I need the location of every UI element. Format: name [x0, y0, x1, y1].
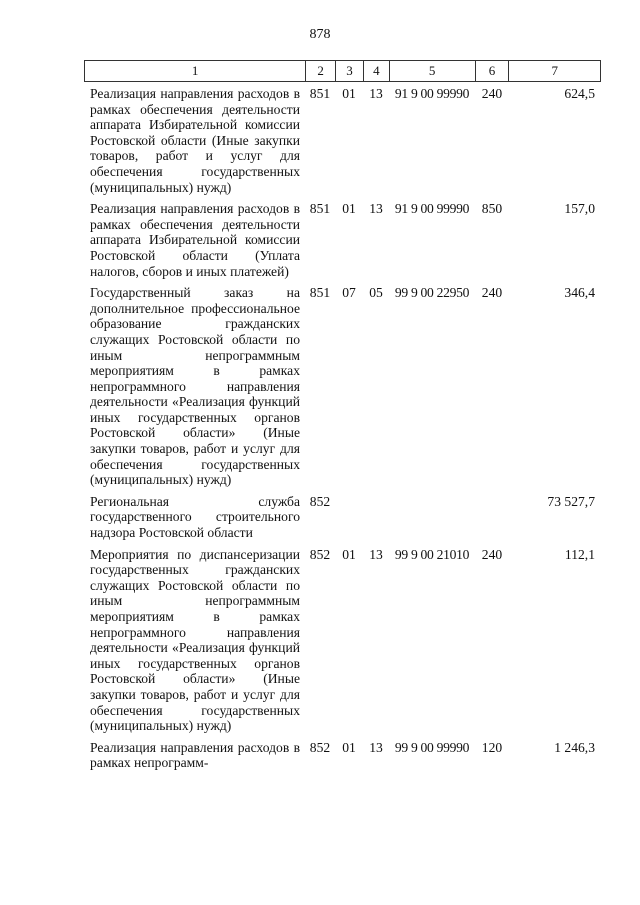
header-col-3: 3: [335, 61, 363, 81]
row-description: Мероприятия по диспансеризации государственных гражданских служащих Ростовской области по иным непрограммным мероприятиям в рамках непрограммного направления деятельности «Реализация функций иных государственных органов Ростовской области» (Иные закупки товаров, работ и услуг для обеспечения государственных (муниципальных) нужд): [90, 546, 300, 734]
row-description: Реализация направления расходов в рамках непрограмм-: [90, 739, 300, 771]
row-description: Региональная служба государственного строительного надзора Ростовской области: [90, 493, 300, 541]
row-section: [335, 494, 363, 541]
header-col-5: 5: [389, 61, 475, 81]
row-target-article: 99 9 00 22950: [394, 285, 470, 301]
row-expense-type: 240: [481, 86, 503, 101]
row-section: 01: [342, 201, 356, 217]
row-target-article: 99 9 00 21010: [394, 546, 470, 562]
table-row: [84, 86, 601, 195]
row-subsection: 13: [369, 86, 383, 101]
table-row: [84, 201, 601, 279]
row-ministry-code: 852: [309, 739, 331, 755]
row-subsection: 05: [369, 285, 383, 301]
budget-table: [84, 60, 601, 771]
row-ministry-code: 851: [309, 201, 331, 217]
row-amount: 157,0: [564, 201, 595, 217]
row-expense-type: 120: [481, 739, 503, 755]
row-ministry-code: 851: [309, 285, 331, 301]
table-row: [84, 740, 601, 771]
row-description: Реализация направления расходов в рамках обеспечения деятельности аппарата Избирательной комиссии Ростовской области (Иные закупки товаров, работ и услуг для обеспечения государственных (муниципальных) нужд): [90, 86, 300, 195]
header-col-7: 7: [508, 61, 600, 81]
page-number: 878: [309, 27, 331, 42]
row-section: 07: [342, 285, 356, 301]
table-header: [84, 60, 601, 82]
row-section: 01: [342, 86, 356, 101]
row-subsection: 13: [369, 201, 383, 217]
row-expense-type: 240: [481, 285, 503, 301]
row-amount: 73 527,7: [547, 493, 595, 509]
row-target-article: 99 9 00 99990: [394, 739, 470, 755]
row-section: 01: [342, 739, 356, 755]
row-ministry-code: 852: [309, 546, 331, 562]
row-section: 01: [342, 546, 356, 562]
row-amount: 1 246,3: [554, 739, 595, 755]
row-expense-type: 240: [481, 546, 503, 562]
row-target-article: 91 9 00 99990: [394, 201, 470, 217]
row-ministry-code: 851: [309, 86, 331, 101]
row-expense-type: [475, 494, 509, 541]
header-col-6: 6: [475, 61, 509, 81]
row-ministry-code: 852: [309, 493, 331, 509]
row-subsection: [363, 494, 389, 541]
table-row: [84, 494, 601, 541]
row-description: Реализация направления расходов в рамках обеспечения деятельности аппарата Избирательной комиссии Ростовской области (Уплата налогов, сборов и иных платежей): [90, 201, 300, 279]
header-col-4: 4: [363, 61, 389, 81]
row-target-article: [389, 494, 475, 541]
row-description: Государственный заказ на дополнительное профессиональное образование гражданских служащих Ростовской области по иным непрограммным мероприятиям в рамках непрограммного направления деятельности «Реализация функций иных государственных органов Ростовской области» (Иные закупки товаров, работ и услуг для обеспечения государственных (муниципальных) нужд): [90, 285, 300, 488]
row-target-article: 91 9 00 99990: [394, 86, 470, 101]
row-subsection: 13: [369, 546, 383, 562]
row-amount: 112,1: [564, 546, 595, 562]
table-row: [84, 285, 601, 488]
table-row: [84, 547, 601, 734]
header-col-2: 2: [305, 61, 335, 81]
row-expense-type: 850: [481, 201, 503, 217]
row-amount: 624,5: [564, 86, 595, 101]
header-col-1: 1: [191, 63, 199, 78]
row-amount: 346,4: [564, 285, 595, 301]
row-subsection: 13: [369, 739, 383, 755]
